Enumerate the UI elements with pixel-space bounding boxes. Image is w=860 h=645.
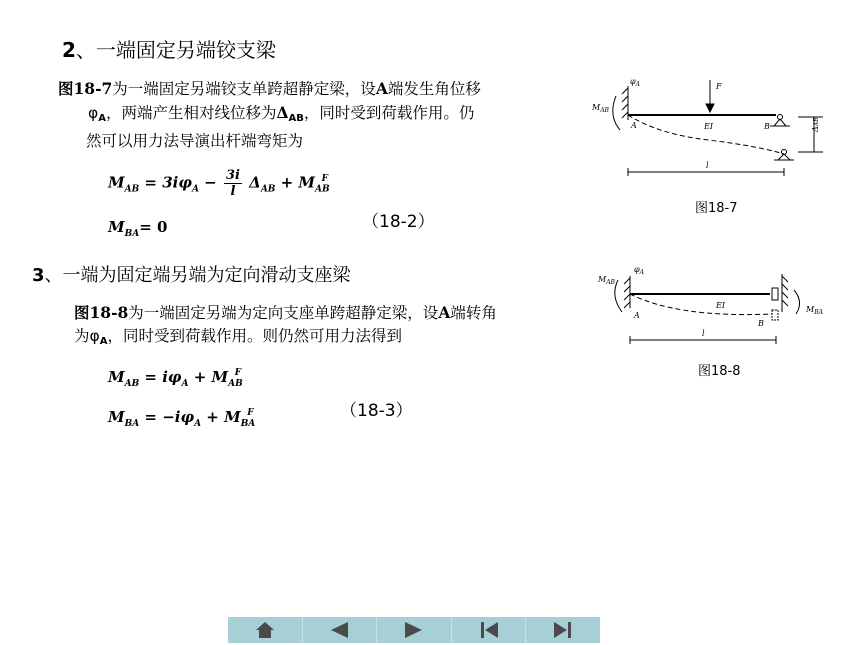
phi-symbol: φ	[88, 104, 99, 122]
eq-rhs: = 0	[139, 218, 168, 236]
fig2-label-EI: EI	[716, 301, 725, 310]
para-text: 为一端固定另端为定向支座单跨超静定梁，设	[128, 304, 439, 322]
para-text: ，两端产生相对线位移为	[105, 104, 277, 122]
equation-18-2-line1: $M_{AB} = 3i\varphi_A$ − $\frac{3i}{l}$ $\Delta_{AB} + M_{AB}^F$	[108, 168, 330, 199]
figure-18-8-caption: 图18-8	[698, 364, 741, 379]
fig2-label-phiA: $\varphi_A$	[634, 265, 644, 276]
prev-icon	[328, 620, 350, 640]
section2-heading	[62, 34, 276, 63]
equation-number-18-3: （18-3）	[340, 401, 413, 421]
phi-subscript: A	[99, 336, 108, 347]
fig-label-A: A	[631, 121, 637, 130]
fig-label-EI: EI	[704, 122, 713, 131]
fig-label-F: F	[716, 82, 722, 91]
equation-18-2-line2	[108, 218, 167, 239]
eq-symbol: M	[108, 218, 125, 236]
last-icon	[552, 620, 574, 640]
section2-title: 、一端固定另端铰支梁	[75, 38, 276, 62]
fig2-label-B: B	[758, 319, 764, 328]
para-symbol: A	[438, 303, 451, 322]
section3-number: 3	[32, 265, 45, 286]
fig2-label-MBA: $M_{BA}$	[806, 305, 823, 316]
fig-label-delta: ΔAB	[811, 117, 820, 132]
para-symbol: A	[375, 79, 388, 98]
next-slide-button[interactable]	[377, 617, 452, 643]
fig-label-B: B	[764, 122, 770, 131]
first-icon	[478, 620, 500, 640]
equation-number-18-2: （18-2）	[362, 212, 435, 232]
eq-subscript: BA	[124, 229, 140, 239]
para-text: 端转角	[450, 304, 497, 322]
para-text: ，同时受到荷载作用。则仍然可用力法得到	[107, 327, 403, 345]
figure-18-7-caption: 图18-7	[695, 201, 738, 216]
fig2-label-l: l	[702, 329, 705, 338]
phi-symbol: φ	[89, 327, 100, 345]
delta-subscript: AB	[288, 113, 304, 124]
figure-18-7	[588, 72, 838, 192]
para-text: 端发生角位移	[387, 80, 481, 98]
slide-navigation-bar	[228, 617, 600, 643]
first-slide-button[interactable]	[452, 617, 527, 643]
fig2-label-MAB: $M_{AB}$	[598, 275, 615, 286]
fig-label-phiA: $\varphi_A$	[630, 77, 640, 88]
para-text: ，同时受到荷载作用。仍	[303, 104, 475, 122]
figure-18-8	[598, 262, 838, 352]
previous-slide-button[interactable]	[303, 617, 378, 643]
section2-paragraph	[58, 77, 578, 153]
fig-label-l: l	[706, 161, 709, 170]
fig-label-MAB: $M_{AB}$	[592, 103, 609, 114]
next-icon	[403, 620, 425, 640]
home-icon	[254, 620, 276, 640]
section3-paragraph	[74, 301, 586, 353]
fig-ref: 图18-7	[58, 79, 113, 98]
last-slide-button[interactable]	[526, 617, 600, 643]
fig2-label-A: A	[634, 311, 640, 320]
equation-18-3-line1: $M_{AB} = i\varphi_A + M_{AB}^F$	[108, 368, 243, 389]
phi-subscript: A	[98, 113, 106, 124]
para-text: 然可以用力法导演出杆端弯矩为	[86, 132, 304, 150]
home-button[interactable]	[228, 617, 303, 643]
section3-title: 、一端为固定端另端为定向滑动支座梁	[44, 265, 351, 286]
section2-number: 2	[62, 38, 76, 62]
equation-18-3-line2: $M_{BA} = -i\varphi_A + M_{BA}^F$	[108, 408, 256, 429]
para-text: 为	[74, 327, 90, 345]
fraction: $\frac{3i}{l}$	[225, 168, 240, 199]
fig-ref: 图18-8	[74, 303, 129, 322]
delta-symbol: Δ	[276, 103, 289, 122]
para-text: 为一端固定另端铰支单跨超静定梁，设	[112, 80, 376, 98]
section3-heading	[32, 261, 351, 287]
